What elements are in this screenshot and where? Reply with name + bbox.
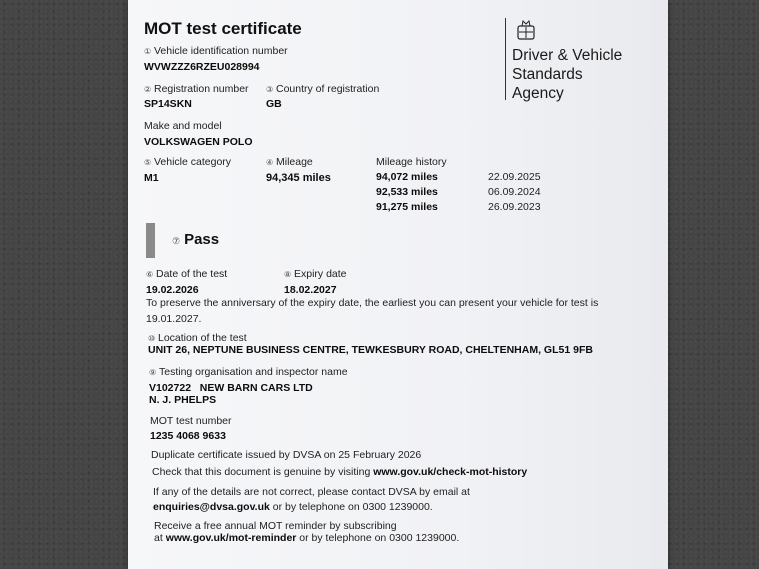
expiry-date-label-text: Expiry date <box>294 268 347 280</box>
contact-note-line-2 <box>153 501 433 513</box>
location-label <box>148 332 247 344</box>
mileage-history-date: 22.09.2025 <box>488 171 541 183</box>
mileage-history-miles: 91,275 miles <box>376 201 438 213</box>
test-date-label <box>146 268 227 280</box>
contact-email-link[interactable]: enquiries@dvsa.gov.uk <box>153 501 270 513</box>
mileage-history-miles: 92,533 miles <box>376 186 438 198</box>
test-number-label: MOT test number <box>150 415 232 427</box>
expiry-date-label <box>284 268 347 280</box>
vin-label-text: Vehicle identification number <box>154 45 288 57</box>
check-note <box>152 466 527 478</box>
field-number: ① <box>144 47 152 56</box>
field-number: ⑦ <box>172 236 181 246</box>
vin-label <box>144 45 288 57</box>
testing-org-label <box>149 366 348 378</box>
expiry-date-value: 18.02.2027 <box>284 284 337 296</box>
mot-certificate <box>128 0 668 569</box>
test-number-value: 1235 4068 9633 <box>150 430 226 442</box>
certificate-title: MOT test certificate <box>144 19 302 38</box>
country-value: GB <box>266 98 282 110</box>
test-date-value: 19.02.2026 <box>146 284 199 296</box>
pass-result-bar <box>146 223 155 258</box>
testing-org-label-text: Testing organisation and inspector name <box>159 366 348 378</box>
testing-org-value: V102722 NEW BARN CARS LTD <box>149 382 313 394</box>
field-number: ⑨ <box>149 368 157 377</box>
agency-divider <box>505 18 506 100</box>
royal-crest-icon <box>514 18 538 42</box>
anniversary-note-line-1: To preserve the anniversary of the expiry date, the earliest you can present your vehicle for test is <box>146 297 599 309</box>
mileage-history-date: 26.09.2023 <box>488 201 541 213</box>
duplicate-note: Duplicate certificate issued by DVSA on 25 February 2026 <box>151 449 422 461</box>
field-number: ⑥ <box>146 270 154 279</box>
location-label-text: Location of the test <box>158 332 247 344</box>
mileage-history-label: Mileage history <box>376 156 447 168</box>
agency-name <box>512 46 622 103</box>
reminder-note-line-1: Receive a free annual MOT reminder by subscribing <box>154 520 397 532</box>
vehicle-category-value: M1 <box>144 172 159 184</box>
field-number: ③ <box>266 85 274 94</box>
agency-line-3: Agency <box>512 85 564 102</box>
vehicle-category-label <box>144 156 231 168</box>
mileage-label-text: Mileage <box>276 156 313 168</box>
check-note-text: Check that this document is genuine by visiting <box>152 466 374 478</box>
pass-result <box>172 231 219 249</box>
mileage-history-miles: 94,072 miles <box>376 171 438 183</box>
make-model-value: VOLKSWAGEN POLO <box>144 136 253 148</box>
anniversary-note-line-2: 19.01.2027. <box>146 313 202 325</box>
test-date-label-text: Date of the test <box>156 268 228 280</box>
mot-reminder-link[interactable]: www.gov.uk/mot-reminder <box>165 532 297 544</box>
pass-result-label: Pass <box>184 231 220 248</box>
vin-value: WVWZZZ6RZEU028994 <box>144 61 260 73</box>
contact-note-suffix: or by telephone on 0300 1239000. <box>269 501 433 513</box>
registration-label <box>144 83 249 95</box>
inspector-name: N. J. PHELPS <box>149 394 217 406</box>
reminder-prefix: at <box>154 532 166 544</box>
country-label <box>266 83 379 95</box>
reminder-note-line-2 <box>154 532 459 544</box>
registration-label-text: Registration number <box>154 83 249 95</box>
mileage-value: 94,345 miles <box>266 172 331 184</box>
mileage-label <box>266 156 313 168</box>
field-number: ② <box>144 85 152 94</box>
field-number: ⑩ <box>148 334 156 343</box>
field-number: ⑧ <box>284 270 292 279</box>
mileage-history-date: 06.09.2024 <box>488 186 541 198</box>
agency-line-2: Standards <box>512 66 583 83</box>
field-number: ⑤ <box>144 158 152 167</box>
location-value: UNIT 26, NEPTUNE BUSINESS CENTRE, TEWKESBURY ROAD, CHELTENHAM, GL51 9FB <box>148 344 593 356</box>
agency-line-1: Driver & Vehicle <box>512 47 623 64</box>
make-model-label: Make and model <box>144 120 222 132</box>
field-number: ④ <box>266 158 274 167</box>
registration-value: SP14SKN <box>144 98 192 110</box>
country-label-text: Country of registration <box>276 83 380 95</box>
contact-note-line-1: If any of the details are not correct, please contact DVSA by email at <box>153 486 470 498</box>
vehicle-category-label-text: Vehicle category <box>154 156 232 168</box>
reminder-suffix: or by telephone on 0300 1239000. <box>296 532 460 544</box>
check-mot-history-link[interactable]: www.gov.uk/check-mot-history <box>373 466 528 478</box>
